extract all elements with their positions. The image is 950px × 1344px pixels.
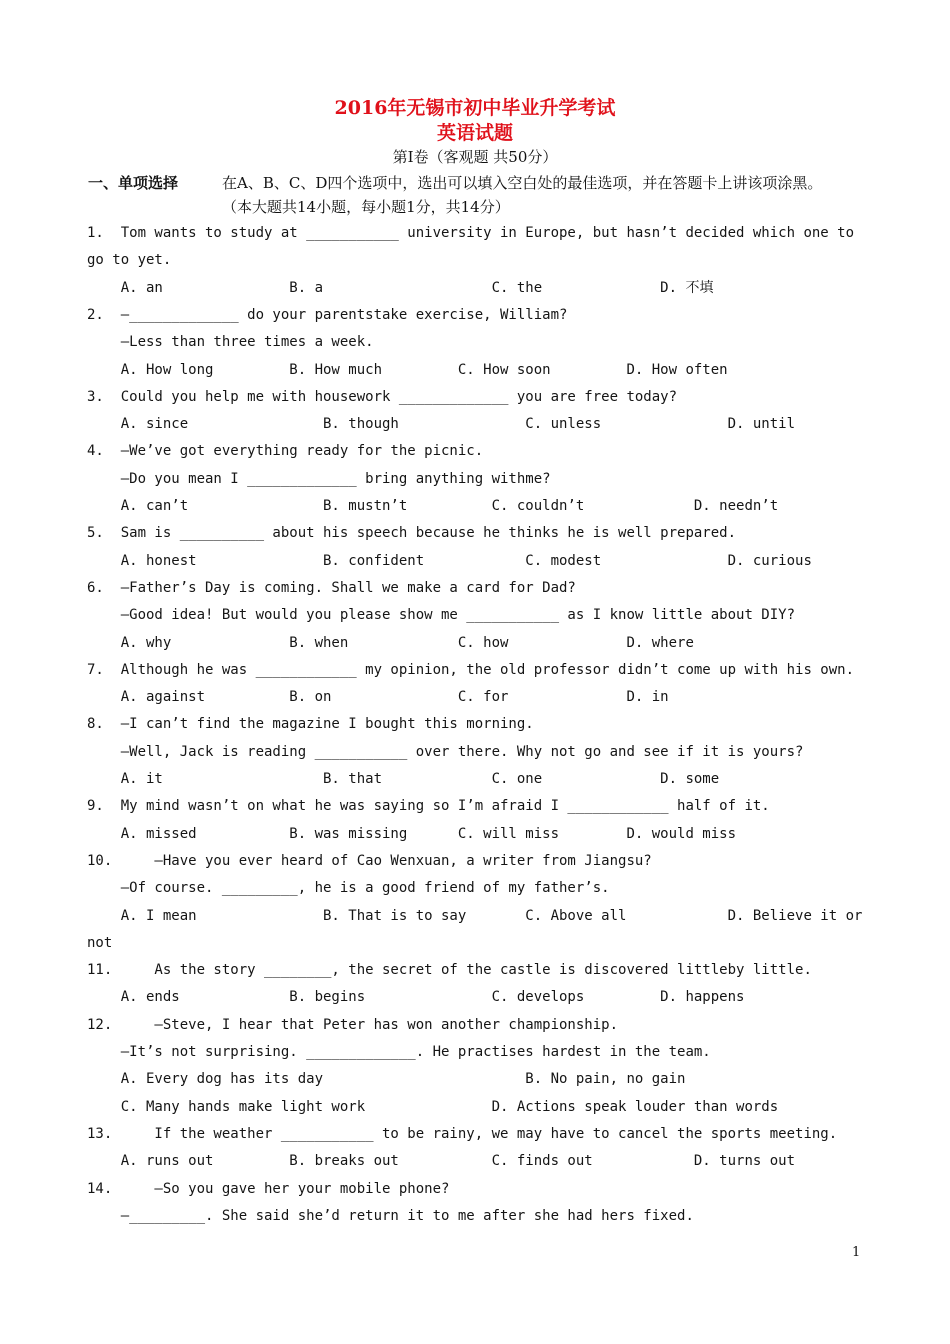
question-line: 5. Sam is __________ about his speech because he thinks he is well prepared. [87,525,737,542]
question-line: 1. Tom wants to study at ___________ university in Europe, but hasn’t decided which one to [87,225,855,241]
question-line: 10. —Have you ever heard of Cao Wenxuan, a writer from Jiangsu? [87,852,652,869]
question-line: A. against B. on C. for D. in [87,689,669,706]
question-line: A. can’t B. mustn’t C. couldn’t D. needn’t [87,498,779,514]
question-line: 12. —Steve, I hear that Peter has won another championship. [87,1016,619,1033]
question-line: —It’s not surprising. _____________. He practises hardest in the team. [87,1044,711,1060]
paper-part-label: 第I卷（客观题 共50分） [392,148,558,166]
question-line: A. it B. that C. one D. some [87,771,720,787]
question-line: 4. —We’ve got everything ready for the picnic. [87,443,484,460]
question-line: A. missed B. was missing C. will miss D. would miss [87,825,737,842]
question-line: 14. —So you gave her your mobile phone? [87,1180,450,1197]
question-line: A. since B. though C. unless D. until [87,416,796,433]
question-line: A. runs out B. breaks out C. finds out D. turns out [87,1153,796,1170]
section-heading: 一、单项选择 [88,174,179,192]
question-line: 11. As the story ________, the secret of the castle is discovered littleby little. [87,962,812,979]
exam-subject: 英语试题 [436,122,513,144]
question-line: A. an B. a C. the D. 不填 [87,279,714,296]
section-instruction: 在A、B、C、D四个选项中，选出可以填入空白处的最佳选项，并在答题卡上讲该项涂黑。 [222,174,823,192]
question-line: 3. Could you help me with housework _____________ you are free today? [87,388,678,405]
question-line: 2. —_____________ do your parentstake exercise, William? [87,306,568,323]
question-line: go to yet. [87,252,172,269]
question-line: —Less than three times a week. [87,334,374,351]
question-line: —_________. She said she’d return it to me after she had hers fixed. [87,1207,694,1224]
question-line: 7. Although he was ____________ my opinion, the old professor didn’t come up with his own. [87,661,855,678]
question-line: A. honest B. confident C. modest D. curious [87,552,812,569]
question-line: 8. —I can’t find the magazine I bought this morning. [87,716,534,733]
question-line: —Well, Jack is reading ___________ over there. Why not go and see if it is yours? [87,743,804,760]
question-line: 9. My mind wasn’t on what he was saying so I’m afraid I ____________ half of it. [87,798,770,815]
question-line: —Do you mean I _____________ bring anything withme? [87,470,551,487]
section-note: （本大题共14小题，每小题1分，共14分） [222,198,510,216]
question-line: A. ends B. begins C. develops D. happens [87,989,745,1006]
question-line: A. Every dog has its day B. No pain, no gain [87,1071,686,1088]
question-line: 13. If the weather ___________ to be rainy, we may have to cancel the sports meeting. [87,1125,838,1142]
page-number: 1 [852,1245,861,1260]
question-line: A. I mean B. That is to say C. Above all D. Believe it or [87,907,863,924]
question-line: —Of course. _________, he is a good friend of my father’s. [87,880,610,897]
exam-title: 2016年无锡市初中毕业升学考试 [334,97,616,119]
question-line: —Good idea! But would you please show me ___________ as I know little about DIY? [87,607,796,624]
question-line: 6. —Father’s Day is coming. Shall we make a card for Dad? [87,579,576,596]
question-line: A. why B. when C. how D. where [87,634,694,651]
question-line: C. Many hands make light work D. Actions speak louder than words [87,1098,779,1115]
question-line: not [87,934,113,951]
question-line: A. How long B. How much C. How soon D. How often [87,361,728,378]
